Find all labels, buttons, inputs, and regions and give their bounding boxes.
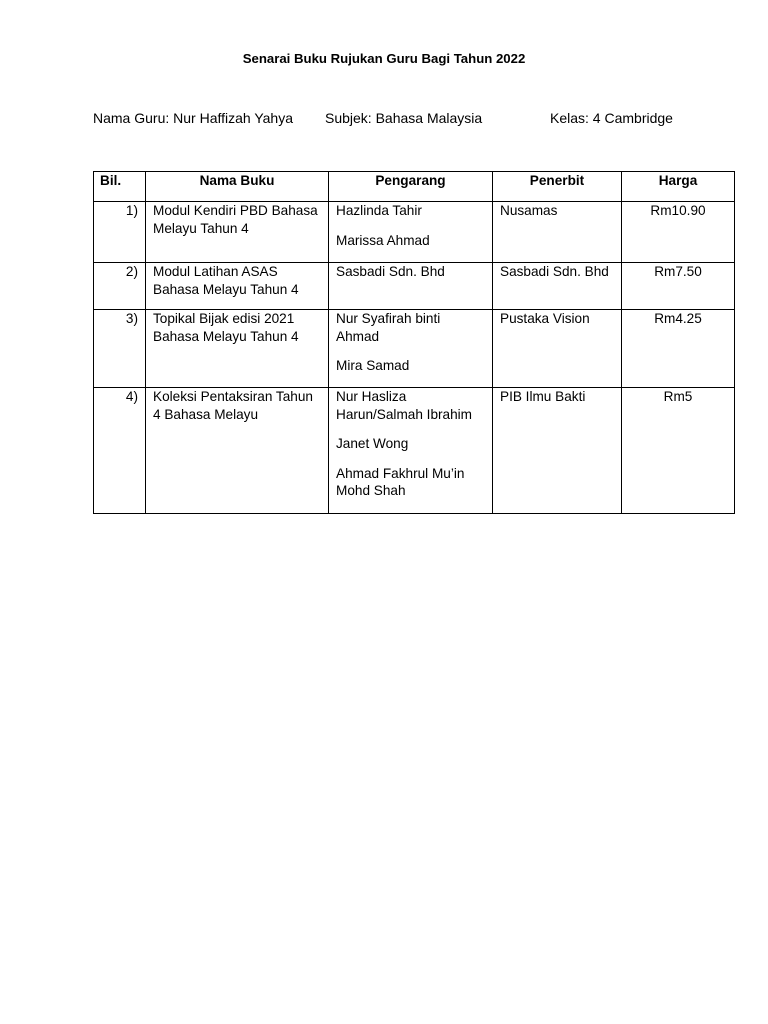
header-bil: Bil.: [94, 172, 146, 202]
table-row: [94, 263, 735, 310]
table-row: [94, 310, 735, 388]
header-nama-buku: Nama Buku: [146, 172, 329, 202]
teacher-name: Nama Guru: Nur Haffizah Yahya: [93, 110, 293, 126]
book-title: Modul Latihan ASAS Bahasa Melayu Tahun 4: [146, 263, 329, 310]
publisher: Pustaka Vision: [493, 310, 622, 388]
subject-name: Subjek: Bahasa Malaysia: [325, 110, 483, 126]
table-row: [94, 202, 735, 263]
table-row: [94, 388, 735, 514]
price: Rm4.25: [622, 310, 735, 388]
author-name: Janet Wong: [336, 436, 409, 451]
price: Rm10.90: [622, 202, 735, 263]
authors-cell: [329, 310, 493, 388]
author-name: Nur Hasliza Harun/Salmah Ibrahim: [336, 389, 472, 422]
publisher: Sasbadi Sdn. Bhd: [493, 263, 622, 310]
book-title: Koleksi Pentaksiran Tahun 4 Bahasa Melayu: [146, 388, 329, 514]
row-number: 2): [94, 263, 146, 310]
header-harga: Harga: [622, 172, 735, 202]
author-name: Marissa Ahmad: [336, 232, 430, 248]
publisher: PIB Ilmu Bakti: [493, 388, 622, 514]
publisher: Nusamas: [493, 202, 622, 263]
document-title: Senarai Buku Rujukan Guru Bagi Tahun 2022: [242, 51, 526, 66]
book-title: Modul Kendiri PBD Bahasa Melayu Tahun 4: [146, 202, 329, 263]
row-number: 1): [94, 202, 146, 263]
authors-cell: [329, 263, 493, 310]
row-number: 3): [94, 310, 146, 388]
row-number: 4): [94, 388, 146, 514]
author-name: Mira Samad: [336, 358, 410, 373]
class-name: Kelas: 4 Cambridge: [550, 110, 673, 126]
table-header-row: [94, 172, 735, 202]
author-name: Nur Syafirah binti Ahmad: [336, 311, 441, 344]
authors-cell: [329, 202, 493, 263]
book-title: Topikal Bijak edisi 2021 Bahasa Melayu Tahun 4: [146, 310, 329, 388]
authors-cell: [329, 388, 493, 514]
author-name: Ahmad Fakhrul Mu’in Mohd Shah: [336, 465, 465, 498]
author-name: Hazlinda Tahir: [336, 203, 422, 218]
reference-books-table: [93, 171, 735, 514]
author-name: Sasbadi Sdn. Bhd: [336, 264, 445, 279]
price: Rm5: [622, 388, 735, 514]
header-penerbit: Penerbit: [493, 172, 622, 202]
header-pengarang: Pengarang: [329, 172, 493, 202]
price: Rm7.50: [622, 263, 735, 310]
